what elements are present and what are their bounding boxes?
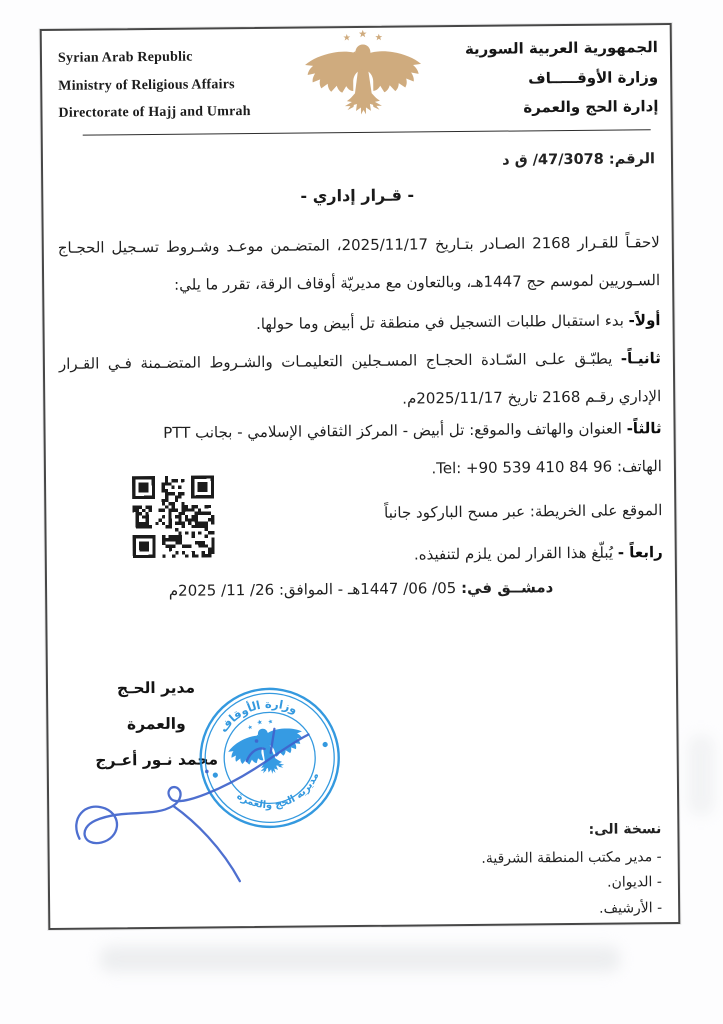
copies-list [481,817,662,923]
header-arabic [465,33,659,123]
stamp-ring-top-text: وزارة الأوقاف [216,696,300,735]
copies-label: نسخة الى: [588,821,662,838]
clause-fourth-label: رابعاً - [617,543,663,562]
header-divider [83,129,651,135]
clause-first [58,301,660,345]
copies-item-diwan: - الديوان. [607,874,662,891]
decision-title: - قـرار إداري - [300,185,415,206]
country-name-en: Syrian Arab Republic [57,49,193,66]
clause-first-label: أولاً- [628,311,661,330]
directorate-name-en: Directorate of Hajj and Umrah [58,104,251,121]
decision-intro: لاحقـاً للقـرار 2168 الصـادر بتـاريخ 2025/11/17، المتضـمن موعـد وشـروط تسـجيل الحجـاج السـوريين لموسم حج 1447هـ، وبالتعاون مع مديريّة أوقاف الرقة، تقرر ما يلي: [57,233,661,294]
stamp-ring-bottom-text: مديرية الحج والعمرة [234,770,322,812]
ministry-name-en: Ministry of Religious Affairs [58,76,235,94]
clause-third [59,409,661,453]
syrian-golden-eagle-emblem [298,27,429,126]
clause-second [59,339,662,421]
clause-fourth [61,533,663,577]
reference-number: الرقم: 47/3078/ ق د [502,151,656,169]
signatory-title: مدير الحـج والعمرة [116,678,196,734]
blue-ink-signature [48,668,370,911]
ministry-name-ar: وزارة الأوقـــــاف [528,67,659,87]
clause-third-text: العنوان والهاتف والموقع: تل أبيض - المركز الثقافي الإسلامي - بجانب PTT [163,419,627,442]
document-page [40,23,681,930]
clause-second-text: يطبّـق علـى السّـادة الحجـاج المسـجلين التعليمـات والشـروط المتضـمنة فـي القـرار الإداري رقـم 2168 تاريخ 2025/11/17م. [58,349,662,408]
copies-item-eastern-region-office: - مدير مكتب المنطقة الشرقية. [481,848,662,867]
clause-first-text: بدء استقبال طلبات التسجيل في منطقة تل أبيض وما حولها. [255,311,629,333]
scan-shadow-right [688,735,714,815]
directorate-name-ar: إدارة الحج والعمرة [523,97,659,117]
date-value: 05/ 06/ 1447هـ - الموافق: 26/ 11/ 2025م [168,579,462,600]
header-english [58,43,251,127]
copies-item-archive: - الأرشيف. [599,899,663,917]
date-line [47,577,675,601]
phone-line: الهاتف: Tel: +90 539 410 84 96. [431,457,663,478]
signatory-name: محمد نـور أعـرج [95,750,219,770]
scan-shadow-bottom [100,946,620,972]
country-name-ar: الجمهورية العربية السورية [464,38,658,58]
clause-fourth-text: يُبلّغ هذا القرار لمن يلزم لتنفيذه. [413,543,618,564]
map-line: الموقع على الخريطة: عبر مسح الباركود جانباً [384,501,663,522]
clause-second-label: ثانيـاً- [620,349,661,368]
clause-third-label: ثالثاً- [626,419,662,438]
date-place-label: دمشــق في: [460,578,554,598]
